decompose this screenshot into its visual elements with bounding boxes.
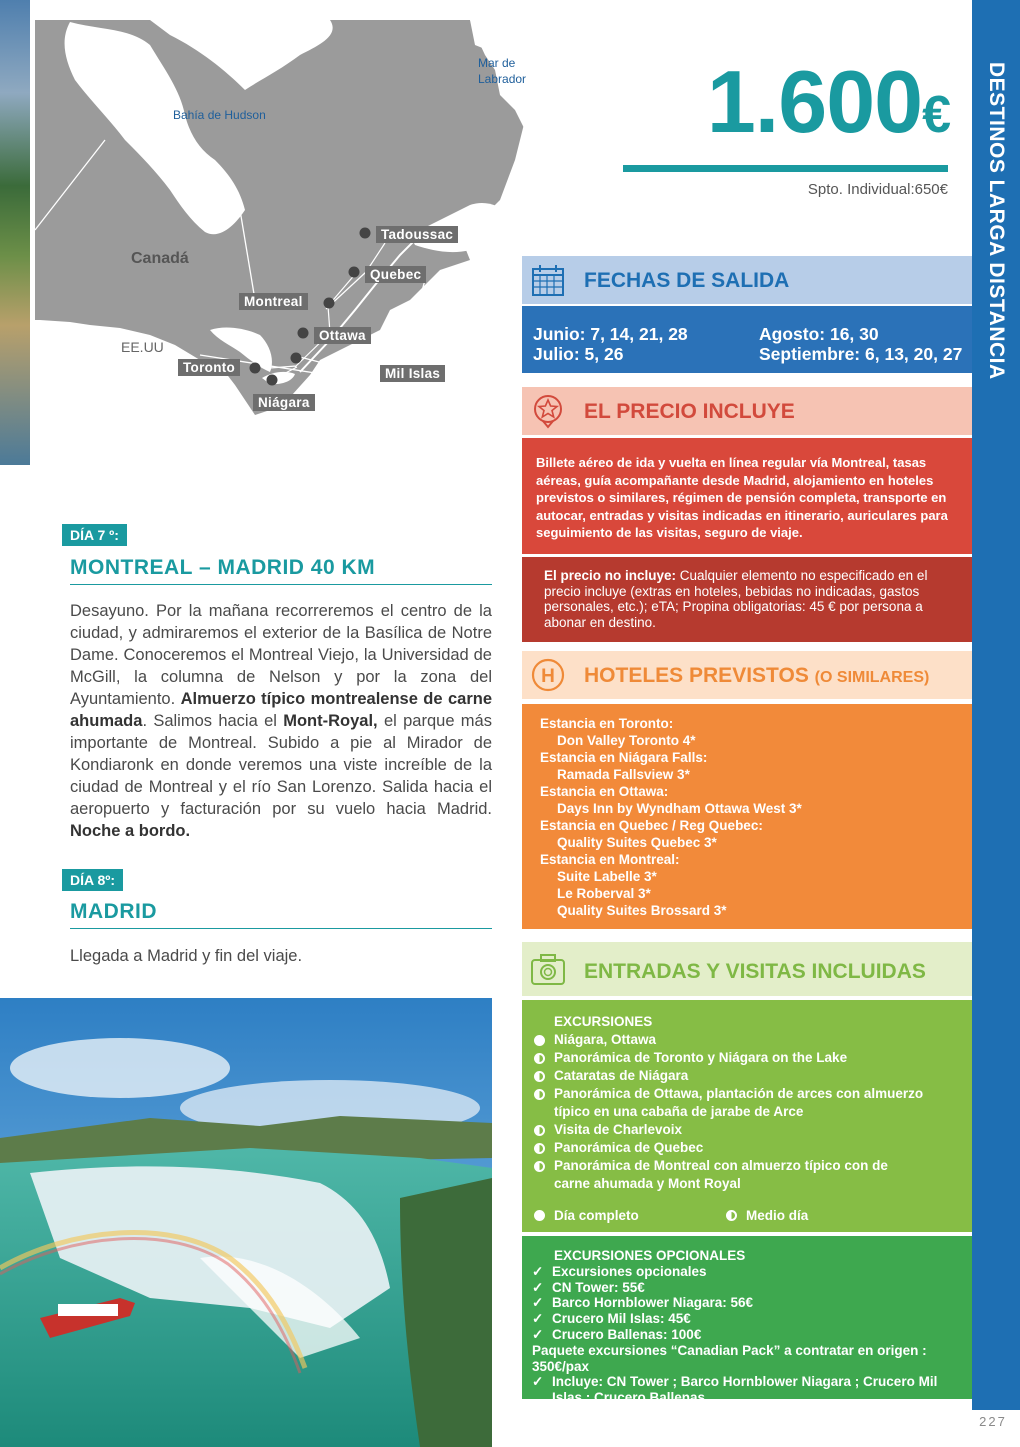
full-day-bullet-icon (534, 1035, 545, 1046)
optional-text: Crucero Ballenas: 100€ (552, 1326, 702, 1342)
hotel-line: Estancia en Quebec / Reg Quebec: (540, 818, 763, 833)
check-icon: ✓ (532, 1263, 544, 1279)
date-line: Agosto: 16, 30 (759, 324, 879, 344)
dot-niagara (267, 375, 278, 386)
hotel-icon (530, 657, 566, 693)
optional-item (532, 1264, 962, 1280)
excursion-item (534, 1085, 924, 1121)
hotel-line: Le Roberval 3* (557, 886, 651, 901)
dot-quebec (349, 267, 360, 278)
optional-text: Barco Hornblower Niagara: 56€ (552, 1295, 754, 1311)
city-niagara: Niágara (253, 394, 315, 411)
hotel-line: Estancia en Montreal: (540, 852, 680, 867)
check-icon: ✓ (532, 1374, 544, 1390)
day7-tag: DÍA 7 º: (62, 524, 127, 546)
included-title: EL PRECIO INCLUYE (584, 400, 795, 423)
calendar-icon (530, 262, 566, 298)
niagara-photo-graphic (0, 998, 492, 1447)
dot-ottawa (298, 328, 309, 339)
hotel-line: Estancia en Ottawa: (540, 784, 669, 799)
excursion-text: Cataratas de Niágara (554, 1068, 689, 1083)
excursion-item (534, 1067, 960, 1085)
dates-body (522, 306, 972, 373)
hotels-title (584, 664, 929, 688)
full-day-legend-icon (534, 1210, 545, 1221)
day7-text-part: . Salimos hacia el (142, 712, 284, 730)
date-line: Septiembre: 6, 13, 20, 27 (759, 344, 963, 364)
city-ottawa: Ottawa (314, 327, 371, 344)
hotels-title-small: (O SIMILARES) (814, 669, 930, 686)
city-quebec: Quebec (365, 266, 426, 283)
dates-left (533, 324, 688, 364)
excursion-item (534, 1121, 960, 1139)
price-amount: 1.600 (706, 52, 923, 151)
niagara-photo (0, 998, 492, 1447)
dot-montreal (324, 298, 335, 309)
day7-text-bold: Almuerzo típico montrealense de carne ahumada (70, 690, 492, 730)
label-canada: Canadá (131, 250, 189, 267)
half-day-bullet-icon (534, 1071, 545, 1082)
price-currency: € (922, 86, 950, 144)
optional-pack: Paquete excursiones “Canadian Pack” a contratar en origen : 350€/pax (532, 1342, 927, 1374)
page-number: 227 (979, 1414, 1007, 1429)
hotel-line: Days Inn by Wyndham Ottawa West 3* (557, 801, 802, 816)
hotel-line: Suite Labelle 3* (557, 869, 657, 884)
hotels-body (522, 704, 972, 929)
day8-tag: DÍA 8º: (62, 869, 123, 891)
half-day-bullet-icon (534, 1089, 545, 1100)
dot-tadoussac (360, 228, 371, 239)
hotels-title-main: HOTELES PREVISTOS (584, 664, 809, 687)
excursion-item (534, 1139, 960, 1157)
city-montreal: Montreal (239, 293, 308, 310)
hotel-line: Quality Suites Brossard 3* (557, 903, 727, 918)
check-icon: ✓ (532, 1311, 544, 1327)
city-toronto: Toronto (178, 359, 240, 376)
svg-text:H: H (541, 666, 555, 687)
day7-text-part: el parque más importante de Montreal. Subido a pie al Mirador de Kondiaronk en donde veremos una viste increíble de la ciudad de Montreal y el río San Lorenzo. Salida hacia el aeropuerto y facturación por su vuelo hacia Madrid. (70, 712, 492, 818)
excursion-item (534, 1031, 960, 1049)
optional-item (532, 1295, 962, 1311)
day7-title: MONTREAL – MADRID 40 KM (70, 556, 492, 585)
optional-text: Excursiones opcionales (552, 1263, 707, 1279)
legend-full-text: Día completo (554, 1208, 639, 1223)
route-map (30, 0, 540, 470)
excursion-item (534, 1049, 960, 1067)
legend-half-text: Medio día (746, 1208, 809, 1223)
excursion-text: Panorámica de Montreal con almuerzo típico con de carne ahumada y Mont Royal (554, 1158, 888, 1191)
price-underline (623, 165, 948, 172)
price (660, 52, 950, 165)
label-hudson: Bahía de Hudson (173, 108, 266, 122)
dates-right (759, 324, 962, 364)
dates-title: FECHAS DE SALIDA (584, 269, 790, 292)
hotel-line: Don Valley Toronto 4* (557, 733, 696, 748)
half-day-bullet-icon (534, 1161, 545, 1172)
entries-body (522, 1000, 972, 1232)
optional-pack-includes (532, 1374, 962, 1406)
entries-subtitle: EXCURSIONES (554, 1014, 653, 1029)
included-text: Billete aéreo de ida y vuelta en línea regular vía Montreal, tasas aéreas, guía acompañante desde Madrid, alojamiento en hoteles previstos o similares, régimen de pensión completa, transporte en autocar, entradas y visitas indicadas en itinerario, auriculares para seguimiento de las visitas, seguro de viaje. (522, 438, 972, 554)
excursion-text: Panorámica de Ottawa, plantación de arces con almuerzo típico en una cabaña de jarabe de Arce (554, 1086, 924, 1119)
day7-text-part: Desayuno. Por la mañana recorreremos el centro de la ciudad, y admiraremos el exterior de la Basílica de Notre Dame. Conoceremos el Montreal Viejo, la Universidad de McGill, la columna de Nelson y por la zona del Ayuntamiento. (70, 602, 492, 708)
hotel-line: Estancia en Toronto: (540, 716, 674, 731)
entries-title: ENTRADAS Y VISITAS INCLUIDAS (584, 960, 926, 983)
city-mil-islas: Mil Islas (380, 365, 445, 382)
excursion-item (534, 1157, 894, 1193)
half-day-bullet-icon (534, 1125, 545, 1136)
sidebar-title (972, 0, 1020, 400)
dot-mil-islas (291, 353, 302, 364)
bullet-legend (534, 1207, 960, 1227)
excursion-text: Panorámica de Toronto y Niágara on the Lake (554, 1050, 848, 1065)
day7-text-bold: Mont-Royal, (283, 712, 378, 730)
not-included-text: Cualquier elemento no especificado en el precio incluye (extras en hoteles, bebidas no indicadas, gastos personales, etc.); eTA; Propina obligatorias: 45 € por persona a abonar en destino. (544, 568, 928, 630)
half-day-legend-icon (726, 1210, 737, 1221)
optional-item (532, 1311, 962, 1327)
price-supplement: Spto. Individual:650€ (807, 181, 948, 198)
legend-full-day (534, 1207, 639, 1225)
date-line: Julio: 5, 26 (533, 344, 624, 364)
check-icon: ✓ (532, 1279, 544, 1295)
not-included-label: El precio no incluye: (544, 568, 677, 583)
excursion-text: Panorámica de Quebec (554, 1140, 704, 1155)
not-included (522, 557, 972, 642)
hotel-line: Estancia en Niágara Falls: (540, 750, 708, 765)
city-tadoussac: Tadoussac (376, 226, 458, 243)
day7-text-bold: Noche a bordo. (70, 822, 191, 840)
star-badge-icon (530, 393, 566, 429)
included-header (522, 387, 972, 435)
legend-half-day (726, 1207, 808, 1225)
optional-title: EXCURSIONES OPCIONALES (554, 1248, 746, 1263)
half-day-bullet-icon (534, 1143, 545, 1154)
hotel-line: Ramada Fallsview 3* (557, 767, 690, 782)
day8-text: Llegada a Madrid y fin del viaje. (70, 947, 303, 965)
camera-icon (530, 952, 566, 988)
dot-toronto (250, 363, 261, 374)
optional-text: Crucero Mil Islas: 45€ (552, 1311, 691, 1327)
hotel-line: Quality Suites Quebec 3* (557, 835, 717, 850)
label-usa: EE.UU (121, 339, 164, 355)
date-line: Junio: 7, 14, 21, 28 (533, 324, 688, 344)
sidebar-title-text: DESTINOS LARGA DISTANCIA (985, 62, 1008, 380)
optional-text: CN Tower: 55€ (552, 1279, 645, 1295)
dates-header (522, 256, 972, 304)
optional-item (532, 1327, 962, 1343)
entries-header (522, 942, 972, 996)
optional-item (532, 1280, 962, 1296)
half-day-bullet-icon (534, 1053, 545, 1064)
label-labrador: Mar de Labrador (478, 56, 527, 86)
left-photo-strip (0, 0, 30, 465)
hotels-header (522, 651, 972, 699)
check-icon: ✓ (532, 1326, 544, 1342)
check-icon: ✓ (532, 1295, 544, 1311)
day8-title: MADRID (70, 900, 492, 929)
optional-text: Incluye: CN Tower ; Barco Hornblower Niagara ; Crucero Mil Islas ; Crucero Ballenas (552, 1374, 938, 1406)
day7-text (70, 600, 492, 842)
excursion-text: Visita de Charlevoix (554, 1122, 683, 1137)
excursion-text: Niágara, Ottawa (554, 1032, 657, 1047)
optional-body (522, 1236, 972, 1406)
